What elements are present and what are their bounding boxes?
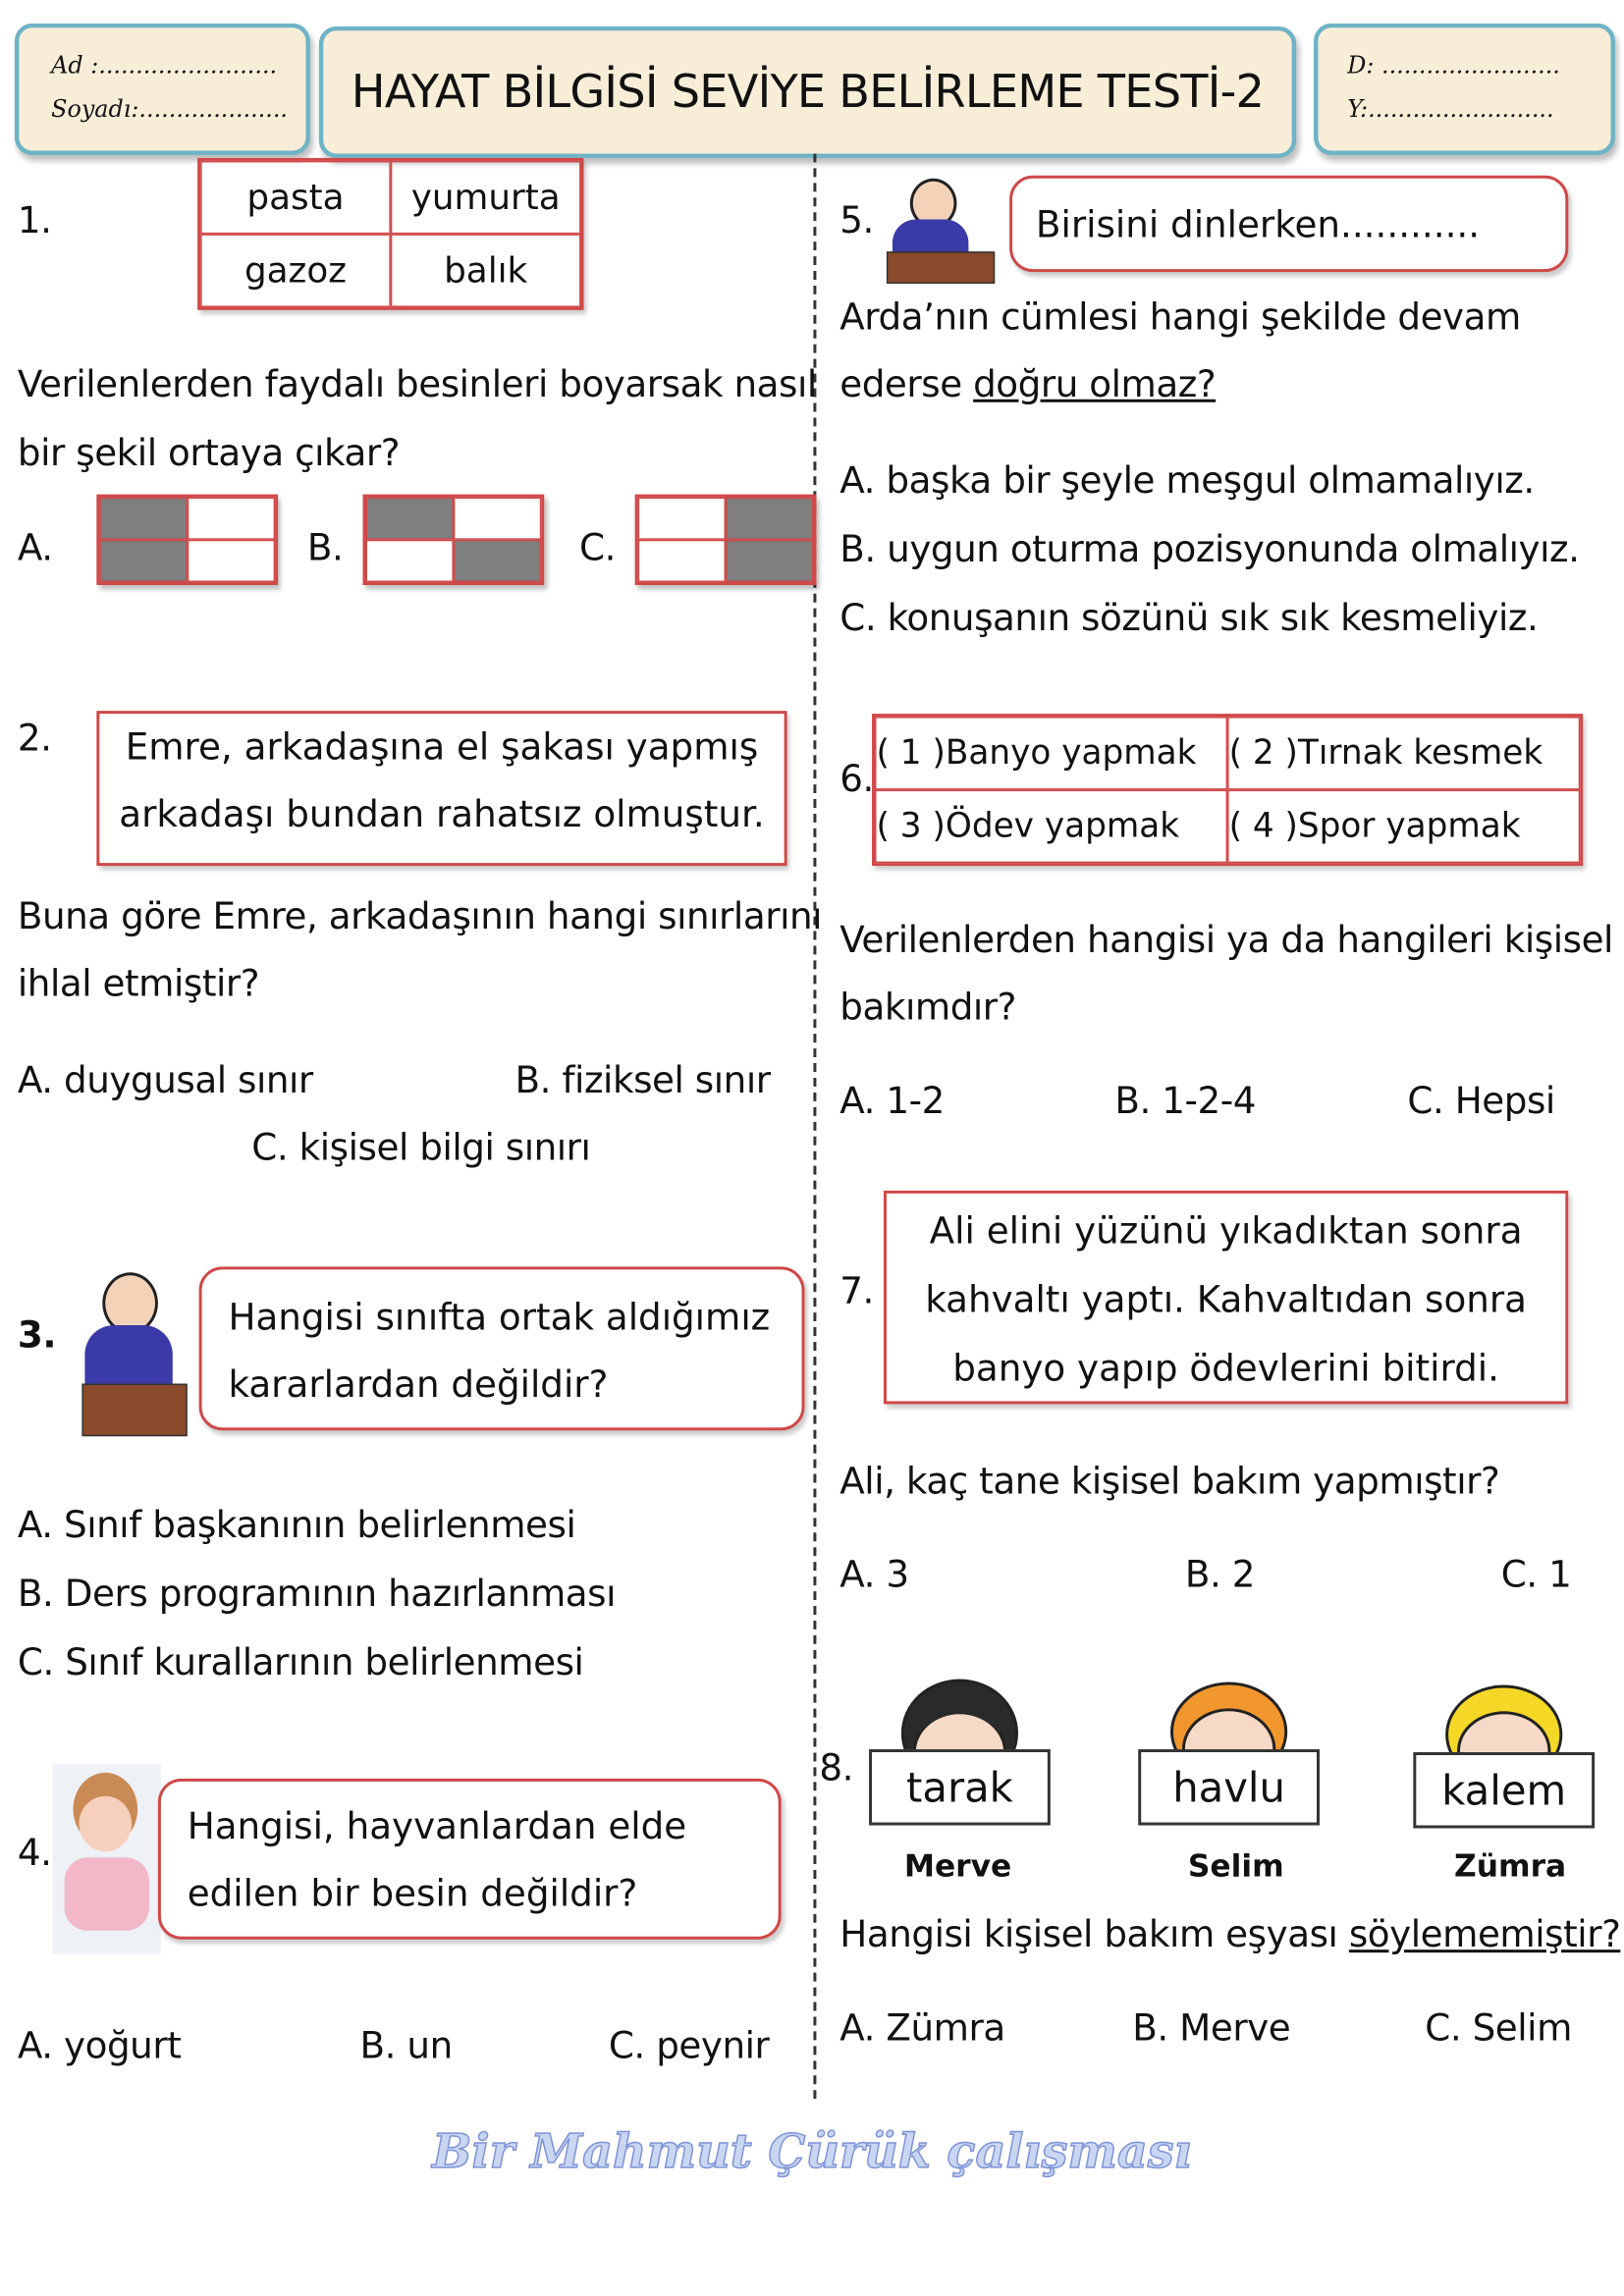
q7-box-line: kahvaltı yaptı. Kahvaltıdan sonra: [925, 1278, 1528, 1321]
q5-text-emphasis: doğru olmaz?: [973, 362, 1217, 405]
q3-option-c[interactable]: C. Sınıf kurallarının belirlenmesi: [17, 1640, 584, 1683]
q5-text-part: ederse: [839, 362, 974, 405]
kid-merve: [869, 1677, 1051, 1896]
d-field: D: ........................: [1347, 51, 1560, 80]
q6-option-c[interactable]: C. Hepsi: [1407, 1079, 1555, 1122]
q1-shape-a[interactable]: [96, 495, 278, 585]
q8-text-part: Hangisi kişisel bakım eşyası: [839, 1912, 1349, 1956]
q6-cell: ( 2 )Tırnak kesmek: [1227, 717, 1580, 790]
column-divider: [813, 153, 816, 2099]
q2-text: ihlal etmiştir?: [17, 962, 260, 1005]
q6-option-b[interactable]: B. 1-2-4: [1114, 1079, 1257, 1122]
author-credit: Bir Mahmut Çürük çalışması: [432, 2123, 1192, 2180]
name-box: [15, 24, 310, 155]
kid-selim: [1138, 1677, 1320, 1896]
q2-text: Buna göre Emre, arkadaşının hangi sınırlarını: [17, 894, 823, 938]
q4-option-a[interactable]: A. yoğurt: [17, 2024, 182, 2067]
q1-option-c[interactable]: C.: [579, 526, 617, 569]
kid-name: Zümra: [1454, 1848, 1567, 1885]
q4-number: 4.: [17, 1831, 52, 1874]
date-box: [1314, 24, 1615, 155]
food-cell: pasta: [200, 161, 391, 235]
q7-box: [884, 1191, 1568, 1405]
q6-number: 6.: [839, 757, 874, 801]
q6-cell: ( 3 )Ödev yapmak: [875, 790, 1227, 864]
q8-text: [839, 1913, 1620, 1955]
q4-speech-bubble: [158, 1779, 782, 1940]
q4-option-b[interactable]: B. un: [359, 2024, 453, 2067]
q5-text: Arda’nın cümlesi hangi şekilde devam: [839, 294, 1521, 339]
kid-name: Merve: [903, 1848, 1012, 1885]
q2-box-line: arkadaşı bundan rahatsız olmuştur.: [119, 792, 765, 835]
q7-box-line: Ali elini yüzünü yıkadıktan sonra: [929, 1209, 1523, 1253]
q7-number: 7.: [839, 1269, 874, 1312]
kid-sign: havlu: [1138, 1749, 1320, 1825]
q1-option-b[interactable]: B.: [306, 526, 344, 569]
q5-text: [839, 363, 1216, 405]
q4-bubble-line: Hangisi, hayvanlardan elde: [187, 1804, 687, 1847]
q3-number: 3.: [17, 1313, 57, 1357]
q3-speech-bubble: [199, 1266, 805, 1430]
q3-option-b[interactable]: B. Ders programının hazırlanması: [17, 1572, 617, 1615]
q2-box: [96, 711, 786, 866]
q5-option-c[interactable]: C. konuşanın sözünü sık sık kesmeliyiz.: [839, 596, 1539, 640]
q6-text: Verilenlerden hangisi ya da hangileri kişisel: [839, 918, 1613, 961]
q2-option-b[interactable]: B. fiziksel sınır: [514, 1058, 771, 1101]
q7-text: Ali, kaç tane kişisel bakım yapmıştır?: [839, 1460, 1500, 1503]
q2-option-c[interactable]: C. kişisel bilgi sınırı: [251, 1126, 591, 1169]
y-field: Y:.........................: [1347, 94, 1554, 124]
q8-number: 8.: [819, 1746, 854, 1789]
q2-box-line: Emre, arkadaşına el şakası yapmış: [125, 725, 759, 769]
q5-option-b[interactable]: B. uygun oturma pozisyonunda olmalıyız.: [839, 527, 1580, 571]
q1-shape-b[interactable]: [363, 495, 545, 585]
q5-number: 5.: [839, 198, 874, 241]
kid-sign: tarak: [869, 1749, 1051, 1825]
q1-text: Verilenlerden faydalı besinleri boyarsak nasıl: [17, 362, 817, 405]
teacher-illustration-icon: [71, 1266, 190, 1436]
q7-option-a[interactable]: A. 3: [839, 1553, 909, 1596]
q8-option-b[interactable]: B. Merve: [1132, 2006, 1291, 2050]
name-field: Ad :........................: [51, 51, 278, 80]
title-box: [319, 27, 1296, 158]
food-cell: balık: [391, 234, 581, 307]
q3-option-a[interactable]: A. Sınıf başkanının belirlenmesi: [17, 1503, 576, 1546]
kid-zumra: [1413, 1677, 1595, 1896]
q4-option-c[interactable]: C. peynir: [608, 2024, 770, 2067]
surname-field: Soyadı:....................: [51, 94, 288, 124]
q1-food-table: [197, 158, 583, 310]
kid-sign: kalem: [1413, 1752, 1595, 1828]
food-cell: gazoz: [200, 234, 391, 307]
q2-number: 2.: [17, 717, 52, 760]
q1-number: 1.: [17, 198, 52, 241]
q8-option-a[interactable]: A. Zümra: [839, 2006, 1005, 2050]
q8-text-emphasis: söylememiştir?: [1348, 1912, 1621, 1956]
q6-table: [872, 714, 1583, 866]
kid-name: Selim: [1187, 1848, 1284, 1885]
q5-speech-bubble: [1009, 176, 1568, 272]
q1-shape-c[interactable]: [635, 495, 817, 585]
q6-cell: ( 4 )Spor yapmak: [1227, 790, 1580, 864]
q5-option-a[interactable]: A. başka bir şeyle meşgul olmamalıyız.: [839, 458, 1535, 503]
page-title: HAYAT BİLGİSİ SEVİYE BELİRLEME TESTİ-2: [351, 66, 1265, 119]
q6-text: bakımdır?: [839, 986, 1017, 1029]
q2-option-a[interactable]: A. duygusal sınır: [17, 1058, 313, 1101]
food-cell: yumurta: [391, 161, 581, 235]
teacher-illustration-icon: [878, 176, 995, 281]
q1-text: bir şekil ortaya çıkar?: [17, 431, 401, 474]
q7-option-c[interactable]: C. 1: [1500, 1553, 1572, 1596]
q1-option-a[interactable]: A.: [17, 526, 53, 569]
q3-bubble-line: Hangisi sınıfta ortak aldığımız: [228, 1296, 771, 1339]
q7-option-b[interactable]: B. 2: [1184, 1553, 1256, 1596]
q5-bubble-text: Birisini dinlerken............: [1035, 202, 1481, 245]
q6-option-a[interactable]: A. 1-2: [839, 1079, 945, 1122]
q8-option-c[interactable]: C. Selim: [1425, 2006, 1572, 2050]
q4-bubble-line: edilen bir besin değildir?: [187, 1872, 638, 1915]
q6-cell: ( 1 )Banyo yapmak: [875, 717, 1227, 790]
q7-box-line: banyo yapıp ödevlerini bitirdi.: [952, 1347, 1499, 1390]
child-illustration-icon: [53, 1764, 161, 1954]
q3-bubble-line: kararlardan değildir?: [228, 1362, 609, 1406]
